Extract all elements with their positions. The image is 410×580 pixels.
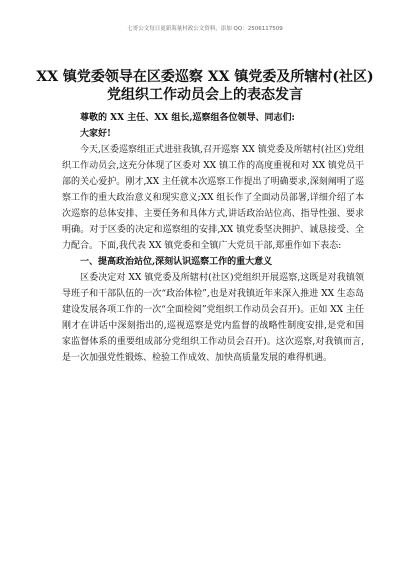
greeting: 大家好! (80, 129, 111, 139)
salutation: 尊敬的 XX 主任、XX 组长,巡察组各位领导、同志们: (80, 113, 295, 123)
section-1-heading: 一、提高政治站位,深刻认识巡察工作的重大意义 (80, 257, 273, 267)
document-title: XX 镇党委领导在区委巡察 XX 镇党委及所辖村(社区)党组织工作动员会上的表态发言 (36, 69, 374, 103)
header-note: 七哥公文每日更新海量村政公文资料，添加 QQ：2506117509 (127, 26, 283, 32)
paragraph-2: 区委决定对 XX 镇党委及所辖村(社区)党组织开展巡察,这既是对我镇领导班子和干部队伍的一次“政治体检”,也是对我镇近年来深入推进 XX 生态岛建设发展各项工作的一次“全面检阅”党组织工作动员会召开)。正如 XX 主任刚才在讲话中深刻指出的,巡视巡察是党内监督的战略性制度安排,是党和国家监督体系的重要组成部分党组织工作动员会召开)。这次巡察,对我镇而言,是一次加强党性锻炼、检验工作成效、加快高质量发展的难得机遇。 (62, 273, 364, 363)
paragraph-1: 今天,区委巡察组正式进驻我镇,召开巡察 XX 镇党委及所辖村(社区)党组织工作动员会,这充分体现了区委对 XX 镇工作的高度重视和对 XX 镇党员干部的关心爱护。刚才,XX 主任就本次巡察工作提出了明确要求,深刻阐明了巡察工作的重大政治意义和现实意义;XX 组长作了全面动员部署,详细介绍了本次巡察的总体安排、主要任务和具体方式,讲话政治站位高、指导性强、要求明确。对于区委的决定和巡察组的安排,XX 镇党委坚决拥护、诚恳接受、全力配合。下面,我代表 XX 镇党委和全镇广大党员干部,郑重作如下表态: (62, 145, 364, 251)
document-body (62, 110, 364, 366)
